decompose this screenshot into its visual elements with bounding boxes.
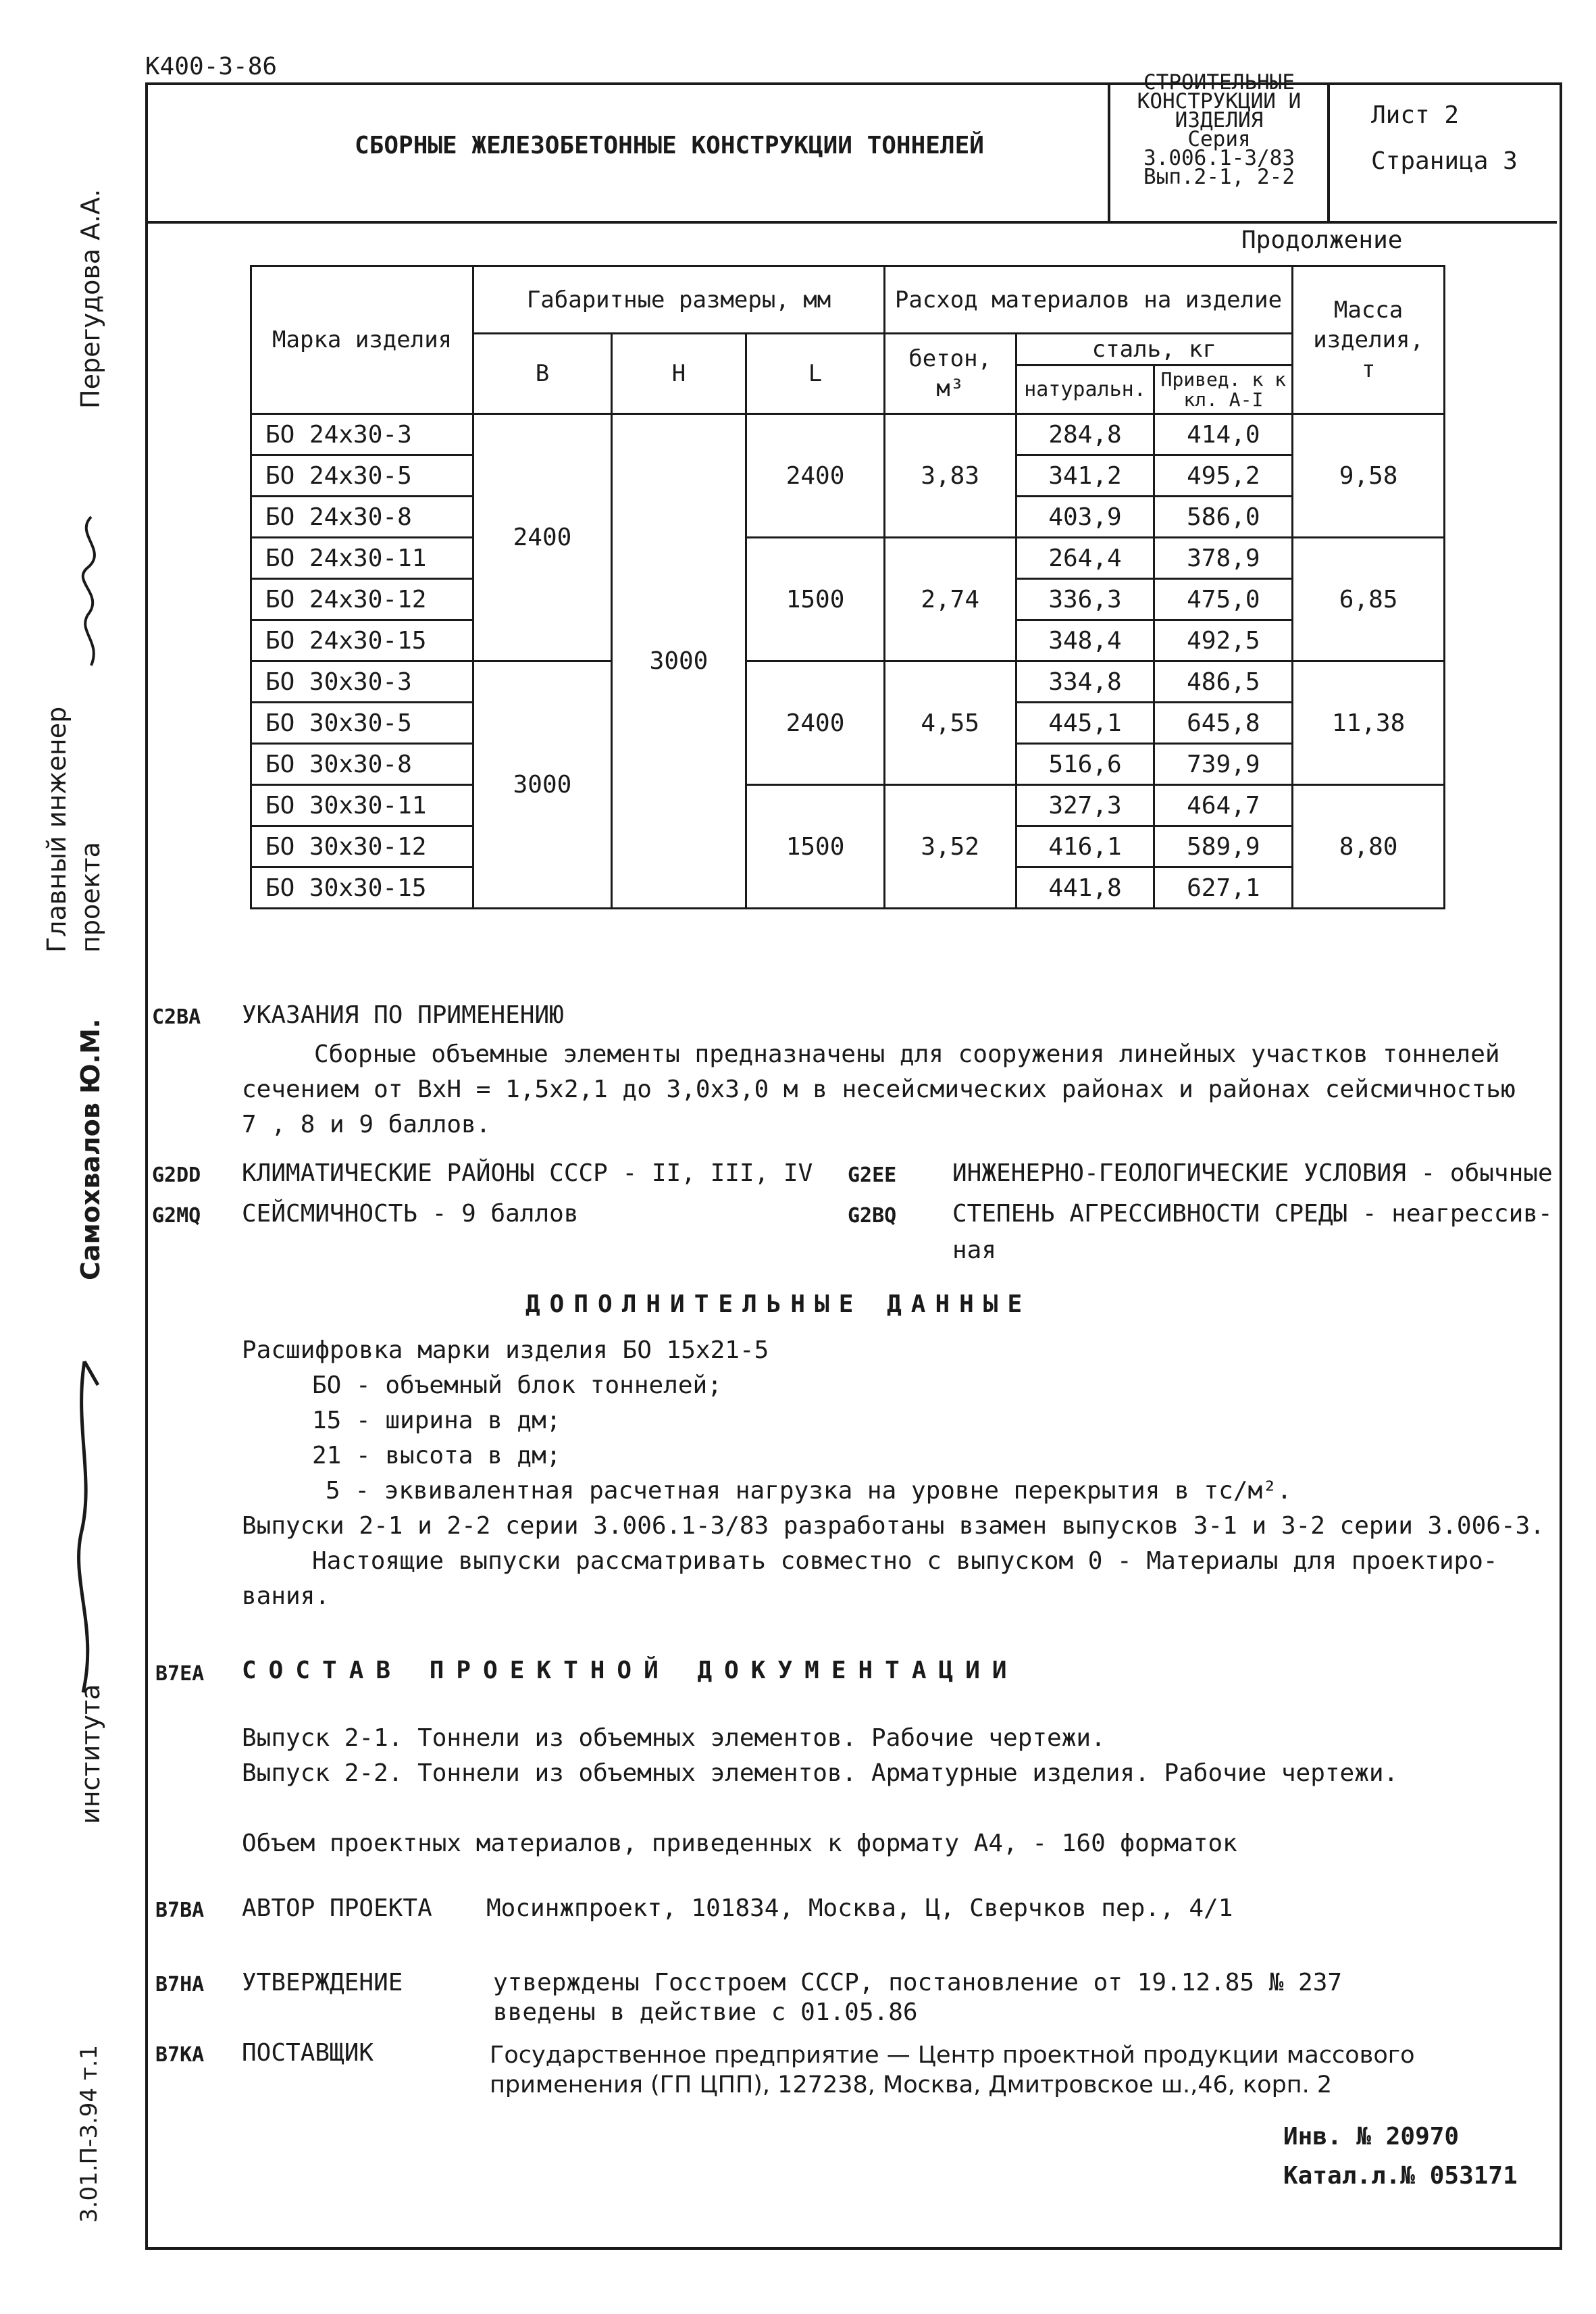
header-title: СБОРНЫЕ ЖЕЛЕЗОБЕТОННЫЕ КОНСТРУКЦИИ ТОННЕЛЕЙ	[355, 132, 984, 159]
table-cell-l: 2400	[746, 414, 885, 538]
table-cell-natural: 403,9	[1016, 497, 1154, 538]
table-cell-mark: БО 30х30-11	[251, 785, 473, 826]
supplier-line: Государственное предприятие — Центр проектной продукции массового	[490, 2042, 1415, 2069]
author-label: АВТОР ПРОЕКТА	[242, 1894, 432, 1922]
table-cell-mark: БО 24х30-12	[251, 579, 473, 620]
supplier-label: ПОСТАВЩИК	[242, 2039, 374, 2067]
doc-code: К400-3-86	[145, 53, 278, 80]
margin-role1: Главный инженер	[42, 706, 72, 953]
series-line: Серия	[1187, 127, 1251, 151]
table-cell-natural: 264,4	[1016, 538, 1154, 579]
aggr-code: G2BQ	[848, 1204, 897, 1228]
table-cell-natural: 284,8	[1016, 414, 1154, 455]
table-cell-l: 1500	[746, 538, 885, 661]
col-dims: Габаритные размеры, мм	[473, 266, 885, 334]
col-b: В	[473, 334, 612, 414]
table-cell-natural: 336,3	[1016, 579, 1154, 620]
table-cell-natural: 445,1	[1016, 703, 1154, 744]
extra-line: 15 - ширина в дм;	[312, 1407, 561, 1434]
table-cell-reduced: 464,7	[1154, 785, 1293, 826]
extra-line: Выпуски 2-1 и 2-2 серии 3.006.1-3/83 разработаны взамен выпусков 3-1 и 3-2 серии 3.006-3.	[242, 1512, 1545, 1540]
aggr-text: ная	[952, 1236, 997, 1264]
table-cell-mark: БО 24х30-8	[251, 497, 473, 538]
signature-1	[68, 513, 115, 672]
continuation-label: Продолжение	[1241, 226, 1403, 254]
col-mark: Марка изделия	[251, 266, 473, 414]
table-cell-natural: 516,6	[1016, 744, 1154, 785]
seismic-text: СЕЙСМИЧНОСТЬ - 9 баллов	[242, 1200, 579, 1228]
author-value: Мосинжпроект, 101834, Москва, Ц, Сверчков пер., 4/1	[486, 1894, 1233, 1922]
table-cell-b: 2400	[473, 414, 612, 661]
mass-label: Масса изделия,	[1313, 297, 1424, 353]
geo-text: ИНЖЕНЕРНО-ГЕОЛОГИЧЕСКИЕ УСЛОВИЯ - обычные	[952, 1159, 1553, 1187]
doc-title: СОСТАВ ПРОЕКТНОЙ ДОКУМЕНТАЦИИ	[242, 1657, 1019, 1684]
extra-line: Расшифровка марки изделия БО 15х21-5	[242, 1336, 769, 1364]
table-cell-reduced: 414,0	[1154, 414, 1293, 455]
margin-role3: института	[76, 1684, 105, 1824]
table-cell-concrete: 3,52	[884, 785, 1016, 909]
series-line: КОНСТРУКЦИИ И	[1137, 89, 1302, 114]
usage-line: сечением от ВхН = 1,5х2,1 до 3,0х3,0 м в несейсмических районах и районах сейсмичностью	[242, 1076, 1516, 1103]
table-cell-reduced: 739,9	[1154, 744, 1293, 785]
table-cell-mass: 9,58	[1293, 414, 1445, 538]
series-line: Вып.2-1, 2-2	[1143, 165, 1295, 189]
table-cell-reduced: 486,5	[1154, 661, 1293, 703]
table-cell-mark: БО 30х30-15	[251, 867, 473, 909]
table-cell-reduced: 475,0	[1154, 579, 1293, 620]
doc-line: Выпуск 2-2. Тоннели из объемных элементов. Арматурные изделия. Рабочие чертежи.	[242, 1759, 1399, 1787]
margin-person1: Перегудова А.А.	[76, 188, 105, 409]
table-cell-reduced: 586,0	[1154, 497, 1293, 538]
table-cell-mark: БО 30х30-5	[251, 703, 473, 744]
table-cell-mass: 11,38	[1293, 661, 1445, 785]
extra-title: ДОПОЛНИТЕЛЬНЫЕ ДАННЫЕ	[525, 1290, 1032, 1318]
aggr-text: СТЕПЕНЬ АГРЕССИВНОСТИ СРЕДЫ - неагрессив-	[952, 1200, 1553, 1228]
series-line: ИЗДЕЛИЯ	[1175, 108, 1264, 132]
table-cell-reduced: 627,1	[1154, 867, 1293, 909]
seismic-code: G2MQ	[152, 1204, 201, 1228]
col-h: Н	[611, 334, 746, 414]
table-cell-natural: 416,1	[1016, 826, 1154, 867]
table-cell-mass: 6,85	[1293, 538, 1445, 661]
table-cell-reduced: 589,9	[1154, 826, 1293, 867]
table-cell-concrete: 4,55	[884, 661, 1016, 785]
margin-person2: Самохвалов Ю.М.	[76, 1018, 105, 1280]
usage-line: 7 , 8 и 9 баллов.	[242, 1111, 491, 1138]
table-cell-mark: БО 30х30-3	[251, 661, 473, 703]
approve-code: В7НА	[155, 1973, 205, 1996]
climate-code: G2DD	[152, 1163, 201, 1187]
extra-line: 5 - эквивалентная расчетная нагрузка на уровне перекрытия в тс/м².	[326, 1477, 1292, 1505]
approve-line: утверждены Госстроем СССР, постановление от 19.12.85 № 237	[493, 1969, 1343, 1996]
supplier-line: применения (ГП ЦПП), 127238, Москва, Дмитровское ш.,46, корп. 2	[490, 2071, 1333, 2098]
series-line: 3.006.1-3/83	[1143, 146, 1295, 170]
margin-role2: проекта	[76, 842, 105, 953]
col-natural: натуральн.	[1016, 366, 1154, 414]
extra-line: вания.	[242, 1582, 330, 1610]
usage-title: УКАЗАНИЯ ПО ПРИМЕНЕНИЮ	[242, 1001, 564, 1029]
table-cell-mass: 8,80	[1293, 785, 1445, 909]
table-cell-mark: БО 24х30-5	[251, 455, 473, 497]
signature-2	[57, 1358, 111, 1699]
table-cell-natural: 327,3	[1016, 785, 1154, 826]
usage-code: С2ВА	[152, 1005, 201, 1029]
table-cell-mark: БО 24х30-3	[251, 414, 473, 455]
sheet-number: Лист 2	[1371, 101, 1460, 129]
series-line: СТРОИТЕЛЬНЫЕ	[1143, 70, 1295, 95]
table-cell-natural: 348,4	[1016, 620, 1154, 661]
col-steel: сталь, кг	[1016, 334, 1293, 366]
table-cell-mark: БО 24х30-11	[251, 538, 473, 579]
supplier-code: В7КА	[155, 2043, 205, 2067]
concrete-unit: м³	[936, 375, 964, 402]
table-cell-mark: БО 30х30-12	[251, 826, 473, 867]
col-l: L	[746, 334, 885, 414]
approve-label: УТВЕРЖДЕНИЕ	[242, 1969, 403, 1996]
header-series	[1114, 70, 1324, 189]
doc-line: Выпуск 2-1. Тоннели из объемных элементов. Рабочие чертежи.	[242, 1724, 1106, 1752]
approve-line: введены в действие с 01.05.86	[493, 1998, 918, 2026]
inventory-number: Инв. № 20970	[1283, 2123, 1460, 2150]
table-cell-l: 2400	[746, 661, 885, 785]
page-number: Страница 3	[1371, 147, 1518, 175]
extra-line: БО - объемный блок тоннелей;	[312, 1372, 722, 1399]
col-mass	[1293, 266, 1445, 414]
table-cell-mark: БО 30х30-8	[251, 744, 473, 785]
col-reduced: Привед. к к кл. А-I	[1154, 366, 1293, 414]
col-concrete	[884, 334, 1016, 414]
doc-line: Объем проектных материалов, приведенных к формату А4, - 160 форматок	[242, 1830, 1237, 1857]
table-cell-l: 1500	[746, 785, 885, 909]
mass-unit: т	[1361, 356, 1376, 383]
table-cell-concrete: 3,83	[884, 414, 1016, 538]
divider	[1108, 82, 1110, 221]
products-table	[250, 265, 1445, 909]
table-cell-natural: 334,8	[1016, 661, 1154, 703]
table-cell-reduced: 645,8	[1154, 703, 1293, 744]
climate-text: КЛИМАТИЧЕСКИЕ РАЙОНЫ СССР - II, III, IV	[242, 1159, 813, 1187]
concrete-label: бетон,	[908, 345, 992, 372]
table-cell-reduced: 492,5	[1154, 620, 1293, 661]
table-cell-reduced: 495,2	[1154, 455, 1293, 497]
table-cell-concrete: 2,74	[884, 538, 1016, 661]
extra-line: 21 - высота в дм;	[312, 1442, 561, 1469]
table-cell-natural: 341,2	[1016, 455, 1154, 497]
table-cell-h: 3000	[611, 414, 746, 909]
geo-code: G2EE	[848, 1163, 897, 1187]
table-cell-mark: БО 24х30-15	[251, 620, 473, 661]
col-materials: Расход материалов на изделие	[884, 266, 1292, 334]
catalog-number: Катал.л.№ 053171	[1283, 2162, 1518, 2190]
table-cell-natural: 441,8	[1016, 867, 1154, 909]
usage-line: Сборные объемные элементы предназначены для сооружения линейных участков тоннелей	[314, 1040, 1500, 1068]
table-cell-reduced: 378,9	[1154, 538, 1293, 579]
table-cell-b: 3000	[473, 661, 612, 909]
extra-line: Настоящие выпуски рассматривать совместно с выпуском 0 - Материалы для проектиро-	[312, 1547, 1498, 1575]
footer-code: 3.01.П-3.94 т.1	[76, 2044, 103, 2223]
author-code: В7ВА	[155, 1898, 205, 1922]
divider	[1327, 82, 1330, 221]
doc-code: В7ЕА	[155, 1662, 205, 1686]
